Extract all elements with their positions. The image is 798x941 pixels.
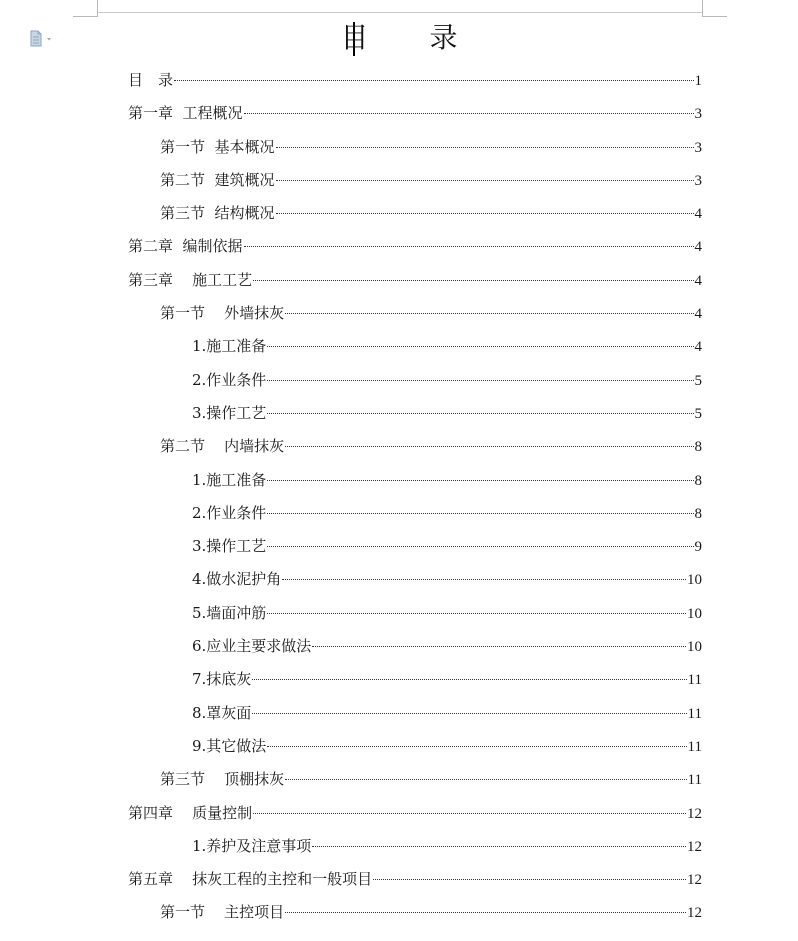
toc-dot-leader: [267, 480, 693, 481]
toc-entry-title: 目 录: [128, 71, 174, 89]
toc-entry-title: 9.其它做法: [192, 736, 267, 755]
toc-entry-page-number: 4: [694, 339, 702, 356]
toc-entry[interactable]: [128, 497, 702, 530]
toc-dot-leader: [253, 813, 686, 814]
toc-entry-page-number: 10: [687, 572, 702, 589]
toc-dot-leader: [267, 746, 686, 747]
toc-entry[interactable]: [128, 230, 702, 263]
toc-entry[interactable]: [128, 730, 702, 763]
toc-entry-title: 8.罩灰面: [192, 703, 252, 722]
toc-entry-title: 第一节 主控项目: [160, 903, 285, 922]
toc-entry[interactable]: [128, 563, 702, 596]
toc-entry-title: 4.做水泥护角: [192, 570, 282, 589]
toc-entry-page-number: 10: [687, 639, 702, 656]
toc-entry-title: 第一节 基本概况: [160, 137, 275, 156]
toc-entry-title: 第三章 施工工艺: [128, 270, 253, 289]
toc-entry[interactable]: [128, 797, 702, 830]
toc-dot-leader: [252, 713, 686, 714]
toc-dot-leader: [285, 313, 693, 314]
toc-entry-page-number: 3: [694, 106, 702, 123]
toc-entry[interactable]: [128, 330, 702, 363]
toc-entry-page-number: 5: [694, 372, 702, 389]
toc-dot-leader: [267, 380, 693, 381]
toc-entry-title: 第二节 内墙抹灰: [160, 437, 285, 456]
toc-entry-page-number: 3: [694, 139, 702, 156]
toc-dot-leader: [267, 546, 693, 547]
toc-entry[interactable]: [128, 830, 702, 863]
toc-dot-leader: [252, 679, 686, 680]
toc-dot-leader: [276, 147, 694, 148]
toc-entry-title: 第三节 结构概况: [160, 204, 275, 223]
toc-entry-title: 2.作业条件: [192, 370, 267, 389]
toc-entry-page-number: 4: [694, 272, 702, 289]
crop-mark-top-left: [73, 0, 98, 17]
toc-entry[interactable]: [128, 763, 702, 796]
toc-entry-page-number: 4: [694, 239, 702, 256]
toc-entry[interactable]: [128, 97, 702, 130]
toc-entry-title: 第一节 外墙抹灰: [160, 304, 285, 323]
toc-dot-leader: [285, 779, 686, 780]
toc-entry-title: 1.施工准备: [192, 337, 267, 356]
toc-dot-leader: [373, 879, 686, 880]
toc-entry-title: 第五章 抹灰工程的主控和一般项目: [128, 870, 373, 889]
toc-entry-title: 7.抹底灰: [192, 670, 252, 689]
toc-dot-leader: [244, 113, 694, 114]
toc-entry-title: 第一章 工程概况: [128, 104, 243, 123]
toc-entry[interactable]: [128, 197, 702, 230]
toc-entry-title: 6.应业主要求做法: [192, 637, 312, 656]
toc-entry-page-number: 12: [687, 805, 702, 822]
toc-entry-page-number: 8: [694, 505, 702, 522]
toc-dot-leader: [282, 579, 686, 580]
toc-entry-page-number: 8: [694, 439, 702, 456]
table-of-contents: [128, 64, 702, 930]
title-container: [0, 18, 798, 58]
toc-dot-leader: [253, 280, 693, 281]
toc-entry[interactable]: [128, 264, 702, 297]
toc-dot-leader: [267, 346, 693, 347]
toc-entry-page-number: 4: [694, 206, 702, 223]
toc-entry-title: 5.墙面冲筋: [192, 603, 267, 622]
toc-dot-leader: [276, 180, 694, 181]
toc-entry-page-number: 3: [694, 172, 702, 189]
toc-entry-title: 第四章 质量控制: [128, 803, 253, 822]
toc-entry-page-number: 12: [687, 872, 702, 889]
toc-entry-page-number: 11: [687, 738, 702, 755]
toc-dot-leader: [267, 613, 686, 614]
toc-dot-leader: [285, 446, 693, 447]
toc-dot-leader: [174, 80, 693, 81]
toc-dot-leader: [267, 413, 693, 414]
toc-dot-leader: [312, 646, 686, 647]
toc-entry-page-number: 10: [687, 605, 702, 622]
toc-entry[interactable]: [128, 164, 702, 197]
toc-entry[interactable]: [128, 896, 702, 929]
toc-entry-page-number: 11: [687, 672, 702, 689]
toc-entry-page-number: 9: [694, 539, 702, 556]
toc-entry-page-number: 11: [687, 705, 702, 722]
toc-entry-title: 3.操作工艺: [192, 537, 267, 556]
toc-dot-leader: [267, 513, 693, 514]
toc-entry-page-number: 8: [694, 472, 702, 489]
toc-dot-leader: [244, 246, 694, 247]
toc-dot-leader: [276, 213, 694, 214]
toc-entry-page-number: 4: [694, 306, 702, 323]
toc-entry[interactable]: [128, 663, 702, 696]
toc-entry-title: 第二节 建筑概况: [160, 170, 275, 189]
toc-entry[interactable]: [128, 430, 702, 463]
toc-entry-title: 1.养护及注意事项: [192, 836, 312, 855]
toc-entry-title: 1.施工准备: [192, 470, 267, 489]
toc-entry[interactable]: [128, 630, 702, 663]
toc-entry[interactable]: [128, 297, 702, 330]
toc-entry[interactable]: [128, 64, 702, 97]
toc-entry[interactable]: [128, 597, 702, 630]
toc-entry-page-number: 12: [687, 905, 702, 922]
toc-entry[interactable]: [128, 364, 702, 397]
page-top-edge: [97, 12, 702, 13]
page-title: 目 录: [340, 21, 484, 54]
toc-entry[interactable]: [128, 464, 702, 497]
toc-entry[interactable]: [128, 863, 702, 896]
crop-mark-top-right: [702, 0, 727, 17]
toc-entry-page-number: 1: [694, 73, 702, 89]
toc-entry-title: 3.操作工艺: [192, 403, 267, 422]
toc-entry[interactable]: [128, 530, 702, 563]
toc-dot-leader: [285, 912, 686, 913]
toc-entry-page-number: 11: [687, 772, 702, 789]
toc-dot-leader: [312, 846, 686, 847]
toc-entry[interactable]: [128, 397, 702, 430]
toc-entry[interactable]: [128, 131, 702, 164]
toc-entry-title: 第三节 顶棚抹灰: [160, 770, 285, 789]
toc-entry-title: 第二章 编制依据: [128, 237, 243, 256]
toc-entry[interactable]: [128, 697, 702, 730]
toc-entry-page-number: 5: [694, 405, 702, 422]
toc-entry-title: 2.作业条件: [192, 503, 267, 522]
toc-entry-page-number: 12: [687, 838, 702, 855]
